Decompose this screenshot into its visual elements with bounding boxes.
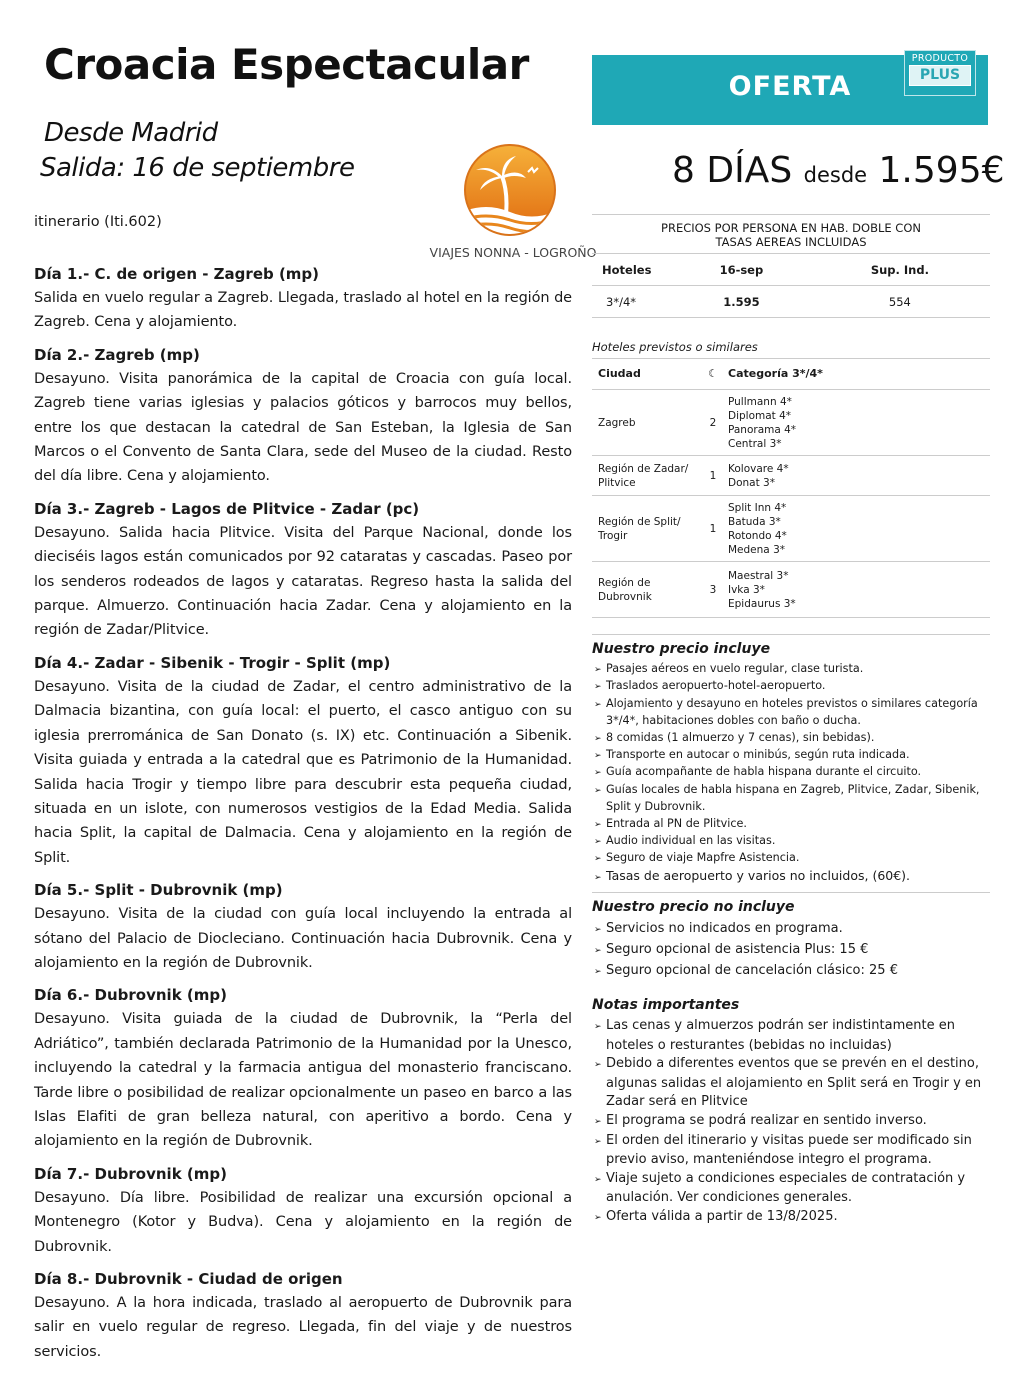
day-block xyxy=(34,263,572,335)
day-description: Desayuno. Día libre. Posibilidad de realizar una excursión opcional a Montenegro (Kotor y Budva). Cena y alojamiento en la región de Dubrovnik. xyxy=(34,1189,572,1255)
day-description: Salida en vuelo regular a Zagreb. Llegada, traslado al hotel en la región de Zagreb. Cena y alojamiento. xyxy=(34,290,572,331)
price-from-label: desde xyxy=(803,163,868,187)
hotel-name: Kolovare 4* xyxy=(728,462,789,475)
list-item: ➢ Las cenas y almuerzos podrán ser indistintamente en hoteles o resturantes (bebidas no incluidas) xyxy=(594,1017,990,1055)
hotel-name: Epidaurus 3* xyxy=(728,597,796,610)
hotel-name: Rotondo 4* xyxy=(728,529,787,542)
list-item: ➢ Guía acompañante de habla hispana durante el circuito. xyxy=(594,764,990,781)
hotel-list xyxy=(724,496,990,562)
price-table-header xyxy=(592,214,990,253)
hotel-list xyxy=(724,562,990,618)
hotel-nights: 3 xyxy=(702,562,724,618)
list-item: ➢ Tasas de aeropuerto y varios no incluidos, (60€). xyxy=(594,868,990,886)
table-cell: 554 xyxy=(810,286,990,318)
list-item: ➢ Audio individual en las visitas. xyxy=(594,833,990,850)
day-title: Día 3.- Zagreb - Lagos de Plitvice - Zadar (pc) xyxy=(34,499,420,518)
list-item: ➢ Alojamiento y desayuno en hoteles previstos o similares categoría 3*/4*, habitaciones dobles con baño o ducha. xyxy=(594,696,990,730)
day-block xyxy=(34,652,572,870)
not-included-list xyxy=(592,919,990,982)
includes-title: Nuestro precio incluye xyxy=(592,634,990,659)
list-item: ➢ Traslados aeropuerto-hotel-aeropuerto. xyxy=(594,678,990,695)
includes-list xyxy=(592,661,990,886)
day-title: Día 7.- Dubrovnik (mp) xyxy=(34,1164,227,1183)
hotel-nights: 2 xyxy=(702,390,724,456)
palm-tree-sunset-logo xyxy=(462,142,558,238)
badge-bottom-text: PLUS xyxy=(909,65,971,86)
table-row xyxy=(592,496,990,562)
not-included-title: Nuestro precio no incluye xyxy=(592,892,990,917)
hotel-city: Región de Dubrovnik xyxy=(592,562,702,618)
list-item: ➢ Guías locales de habla hispana en Zagreb, Plitvice, Zadar, Sibenik, Split y Dubrovnik. xyxy=(594,782,990,816)
list-item: ➢ 8 comidas (1 almuerzo y 7 cenas), sin bebidas). xyxy=(594,730,990,747)
price-headline xyxy=(672,150,1005,191)
hotels-caption: Hoteles previstos o similares xyxy=(592,340,758,354)
hotel-name: Split Inn 4* xyxy=(728,501,787,514)
hotel-nights: 1 xyxy=(702,456,724,496)
hotel-name: Ivka 3* xyxy=(728,583,765,596)
hotel-name: Medena 3* xyxy=(728,543,786,556)
column-header: Hoteles xyxy=(592,254,673,286)
badge-top-text: PRODUCTO xyxy=(911,53,969,64)
hotel-city: Región de Zadar/ Plitvice xyxy=(592,456,702,496)
hotel-name: Panorama 4* xyxy=(728,423,797,436)
price-table xyxy=(592,214,990,318)
list-item: ➢ Transporte en autocar o minibús, según ruta indicada. xyxy=(594,747,990,764)
hotel-name: Donat 3* xyxy=(728,476,775,489)
logo-text: VIAJES NONNA - LOGROÑO xyxy=(429,245,597,260)
hotel-name: Diplomat 4* xyxy=(728,409,792,422)
day-block xyxy=(34,1163,572,1259)
table-row xyxy=(592,286,990,318)
offer-label: OFERTA xyxy=(728,71,852,102)
table-row xyxy=(592,254,990,286)
day-title: Día 1.- C. de origen - Zagreb (mp) xyxy=(34,265,320,283)
list-item: ➢ El orden del itinerario y visitas puede ser modificado sin previo aviso, manteniéndose integro el programa. xyxy=(594,1132,990,1170)
notes-section xyxy=(592,991,990,1228)
list-item: ➢ Debido a diferentes eventos que se prevén en el destino, algunas salidas el alojamiento en Split será en Trogir y en Zadar será en Plitvice xyxy=(594,1055,990,1112)
departure-city: Desde Madrid xyxy=(44,118,218,148)
hotels-table xyxy=(592,358,990,618)
table-row xyxy=(592,390,990,456)
hotel-name: Batuda 3* xyxy=(728,515,781,528)
day-description: Desayuno. Visita panorámica de la capital de Croacia con guía local. Zagreb tiene varias iglesias y palacios góticos y barrocos muy bellos, entre los que destacan la catedral de San Esteban, la Iglesia de San Marcos o el Convento de Santa Clara, sede del Museo de la ciudad. Resto del día libre. Cena y alojamiento. xyxy=(34,370,572,485)
hotel-name: Pullmann 4* xyxy=(728,395,792,408)
column-header: 16-sep xyxy=(673,254,810,286)
departure-date: Salida: 16 de septiembre xyxy=(40,153,355,183)
list-item: ➢ Seguro opcional de cancelación clásico: 25 € xyxy=(594,961,990,982)
day-title: Día 4.- Zadar - Sibenik - Trogir - Split (mp) xyxy=(34,653,391,672)
day-block xyxy=(34,879,572,975)
table-row xyxy=(592,359,990,390)
list-item: ➢ El programa se podrá realizar en sentido inverso. xyxy=(594,1112,990,1132)
table-cell: 1.595 xyxy=(673,286,810,318)
hotel-name: Maestral 3* xyxy=(728,569,789,582)
column-header: Sup. Ind. xyxy=(810,254,990,286)
list-item: ➢ Oferta válida a partir de 13/8/2025. xyxy=(594,1208,990,1228)
day-description: Desayuno. Salida hacia Plitvice. Visita del Parque Nacional, donde los dieciséis lagos están comunicados por 92 cataratas y cascadas. Paseo por los senderos rodeados de lagos y cataratas. Regreso hasta la salida del parque. Almuerzo. Continuación hacia Zadar. Cena y alojamiento en la región de Zadar/Plitvice. xyxy=(34,524,572,639)
day-description: Desayuno. Visita de la ciudad de Zadar, el centro administrativo de la Dalmacia bizantina, con guía local: el puerto, el casco antiguo con su iglesia prerrománica de San Donato (s. IX) etc. Continuación a Sibenik. Visita guiada y entrada a la catedral que es Patrimonio de la Humanidad. Salida hacia Trogir y tiempo libre para descubrir esta pequeña ciudad, situada en un islote, con numerosos vestigios de la Edad Media. Salida hacia Split, la capital de Dalmacia. Cena y alojamiento en la región de Split. xyxy=(34,678,572,866)
column-header: Categoría 3*/4* xyxy=(724,359,990,390)
price-table-header-line: PRECIOS POR PERSONA EN HAB. DOBLE CON xyxy=(661,221,921,235)
list-item: ➢ Seguro de viaje Mapfre Asistencia. xyxy=(594,850,990,867)
producto-plus-badge xyxy=(904,50,976,96)
not-included-section xyxy=(592,892,990,982)
list-item: ➢ Viaje sujeto a condiciones especiales de contratación y anulación. Ver condiciones generales. xyxy=(594,1170,990,1208)
itinerary-code: itinerario (Iti.602) xyxy=(34,214,162,230)
price-table-header-line: TASAS AEREAS INCLUIDAS xyxy=(715,235,867,249)
list-item: ➢ Servicios no indicados en programa. xyxy=(594,919,990,940)
table-cell: 3*/4* xyxy=(592,286,673,318)
includes-section xyxy=(592,634,990,886)
list-item: ➢ Entrada al PN de Plitvice. xyxy=(594,816,990,833)
list-item: ➢ Seguro opcional de asistencia Plus: 15 € xyxy=(594,940,990,961)
day-block xyxy=(34,1268,572,1364)
day-title: Día 2.- Zagreb (mp) xyxy=(34,345,200,364)
day-title: Día 8.- Dubrovnik - Ciudad de origen xyxy=(34,1270,343,1288)
hotel-list xyxy=(724,456,990,496)
itinerary xyxy=(34,263,572,1373)
day-title: Día 6.- Dubrovnik (mp) xyxy=(34,986,227,1005)
day-description: Desayuno. Visita guiada de la ciudad de Dubrovnik, la “Perla del Adriático”, también declarada Patrimonio de la Humanidad por la Unesco, incluyendo la catedral y la farmacia antigua del monasterio franciscano. Tarde libre o posibilidad de realizar opcionalmente un paseo en barco a las Islas Elafiti de gran belleza natural, con aperitivo a bordo. Cena y alojamiento en la región de Dubrovnik. xyxy=(34,1011,572,1150)
day-description: Desayuno. A la hora indicada, traslado al aeropuerto de Dubrovnik para salir en vuelo regular de regreso. Llegada, fin del viaje y de nuestros servicios. xyxy=(34,1295,572,1360)
notes-list xyxy=(592,1017,990,1228)
hotel-name: Central 3* xyxy=(728,437,782,450)
hotel-list xyxy=(724,390,990,456)
hotel-city: Zagreb xyxy=(592,390,702,456)
list-item: ➢ Pasajes aéreos en vuelo regular, clase turista. xyxy=(594,661,990,678)
table-row xyxy=(592,562,990,618)
hotel-nights: 1 xyxy=(702,496,724,562)
day-block xyxy=(34,344,572,489)
day-block xyxy=(34,498,572,643)
trip-days: 8 DÍAS xyxy=(672,150,793,191)
page-title: Croacia Espectacular xyxy=(44,40,529,89)
price-amount: 1.595€ xyxy=(878,150,1005,191)
day-title: Día 5.- Split - Dubrovnik (mp) xyxy=(34,881,283,900)
column-header: Ciudad xyxy=(592,359,702,390)
table-row xyxy=(592,456,990,496)
day-block xyxy=(34,984,572,1153)
notes-title: Notas importantes xyxy=(592,997,740,1013)
day-description: Desayuno. Visita de la ciudad con guía local incluyendo la entrada al sótano del Palacio de Diocleciano. Continuación hacia Dubrovnik. Cena y alojamiento en la región de Dubrovnik. xyxy=(34,906,572,971)
moon-icon: ☾ xyxy=(702,359,724,390)
hotel-city: Región de Split/ Trogir xyxy=(592,496,702,562)
